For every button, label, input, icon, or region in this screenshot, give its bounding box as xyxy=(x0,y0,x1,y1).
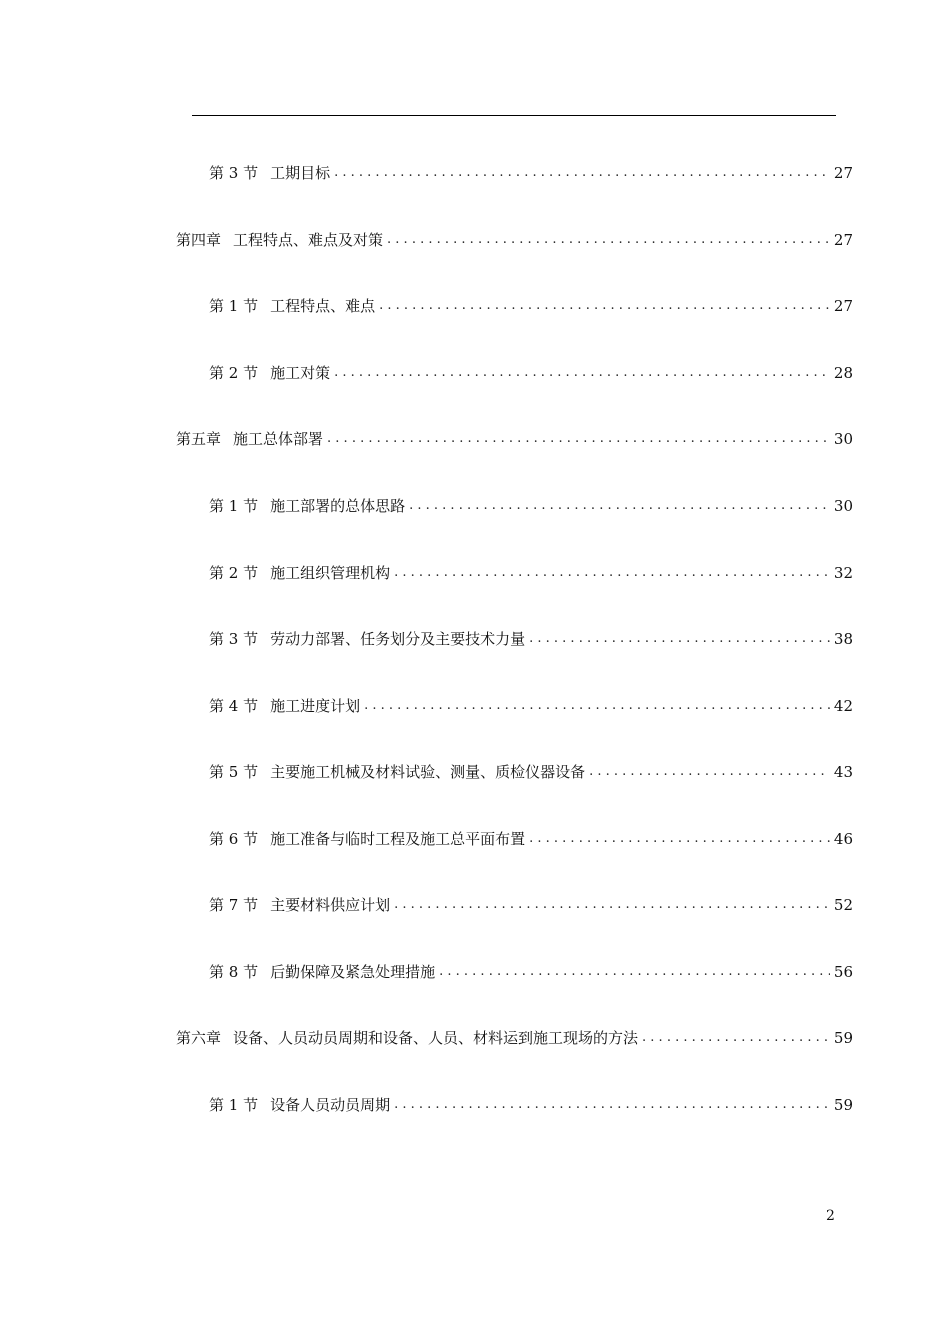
toc-entry[interactable] xyxy=(176,428,853,450)
toc-entry-page: 52 xyxy=(833,896,853,914)
toc-entry[interactable] xyxy=(209,828,853,850)
toc-entry[interactable] xyxy=(209,362,853,384)
toc-dot-leader xyxy=(394,562,830,584)
toc-dot-leader xyxy=(394,894,830,916)
toc-entry[interactable] xyxy=(176,1027,853,1049)
toc-entry-number: 第 2 节 xyxy=(209,564,259,582)
toc-dot-leader xyxy=(529,628,830,650)
toc-entry-title: 主要材料供应计划 xyxy=(270,896,391,914)
toc-entry-page: 27 xyxy=(833,297,853,315)
toc-entry-title: 主要施工机械及材料试验、测量、质检仪器设备 xyxy=(270,763,586,781)
toc-entry-page: 30 xyxy=(833,497,853,515)
toc-entry-title: 工期目标 xyxy=(270,164,331,182)
toc-entry-title: 设备、人员动员周期和设备、人员、材料运到施工现场的方法 xyxy=(233,1029,639,1047)
toc-dot-leader xyxy=(409,495,830,517)
toc-entry-page: 27 xyxy=(833,231,853,249)
toc-entry-title: 施工总体部署 xyxy=(233,430,324,448)
toc-dot-leader xyxy=(379,295,830,317)
toc-dot-leader xyxy=(334,362,830,384)
toc-dot-leader xyxy=(364,695,830,717)
page-number: 2 xyxy=(826,1208,835,1224)
toc-entry-number: 第六章 xyxy=(176,1029,222,1047)
toc-entry-title: 设备人员动员周期 xyxy=(270,1096,391,1114)
toc-entry-title: 施工进度计划 xyxy=(270,697,361,715)
toc-dot-leader xyxy=(334,162,830,184)
toc-entry-number: 第 7 节 xyxy=(209,896,259,914)
toc-entry-number: 第 8 节 xyxy=(209,963,259,981)
toc-entry-page: 28 xyxy=(833,364,853,382)
toc-entry-title: 施工组织管理机构 xyxy=(270,564,391,582)
toc-entry-title: 施工准备与临时工程及施工总平面布置 xyxy=(270,830,526,848)
toc-dot-leader xyxy=(589,761,830,783)
toc-entry-number: 第 3 节 xyxy=(209,164,259,182)
toc-dot-leader xyxy=(327,428,830,450)
toc-entry-page: 42 xyxy=(833,697,853,715)
toc-entry-title: 施工部署的总体思路 xyxy=(270,497,406,515)
toc-entry-number: 第 1 节 xyxy=(209,1096,259,1114)
toc-entry-title: 工程特点、难点 xyxy=(270,297,376,315)
toc-entry[interactable] xyxy=(209,695,853,717)
toc-entry[interactable] xyxy=(209,295,853,317)
toc-entry-number: 第 4 节 xyxy=(209,697,259,715)
toc-entry-title: 工程特点、难点及对策 xyxy=(233,231,384,249)
toc-entry[interactable] xyxy=(209,961,853,983)
toc-entry-page: 56 xyxy=(833,963,853,981)
toc-entry-number: 第 2 节 xyxy=(209,364,259,382)
toc-entry-title: 劳动力部署、任务划分及主要技术力量 xyxy=(270,630,526,648)
toc-entry[interactable] xyxy=(209,894,853,916)
toc-entry-number: 第 1 节 xyxy=(209,297,259,315)
toc-entry[interactable] xyxy=(209,1094,853,1116)
toc-entry[interactable] xyxy=(209,628,853,650)
toc-entry-page: 59 xyxy=(833,1029,853,1047)
toc-entry-page: 38 xyxy=(833,630,853,648)
toc-entry-number: 第 5 节 xyxy=(209,763,259,781)
toc-entry[interactable] xyxy=(176,229,853,251)
toc-entry-number: 第 6 节 xyxy=(209,830,259,848)
header-rule xyxy=(192,115,836,116)
toc-dot-leader xyxy=(642,1027,830,1049)
toc-entry-title: 施工对策 xyxy=(270,364,331,382)
toc-entry-page: 46 xyxy=(833,830,853,848)
toc-entry-number: 第四章 xyxy=(176,231,222,249)
toc-dot-leader xyxy=(394,1094,830,1116)
toc-entry-title: 后勤保障及紧急处理措施 xyxy=(270,963,436,981)
toc-entry-number: 第 3 节 xyxy=(209,630,259,648)
toc-entry-page: 59 xyxy=(833,1096,853,1114)
toc-entry[interactable] xyxy=(209,562,853,584)
toc-entry-page: 30 xyxy=(833,430,853,448)
toc-entry[interactable] xyxy=(209,162,853,184)
toc-dot-leader xyxy=(387,229,830,251)
toc-entry[interactable] xyxy=(209,495,853,517)
toc-entry-page: 27 xyxy=(833,164,853,182)
toc-entry-number: 第 1 节 xyxy=(209,497,259,515)
toc-entry-page: 32 xyxy=(833,564,853,582)
toc-dot-leader xyxy=(439,961,830,983)
toc-dot-leader xyxy=(529,828,830,850)
toc-entry-page: 43 xyxy=(833,763,853,781)
toc-entry[interactable] xyxy=(209,761,853,783)
toc-entry-number: 第五章 xyxy=(176,430,222,448)
